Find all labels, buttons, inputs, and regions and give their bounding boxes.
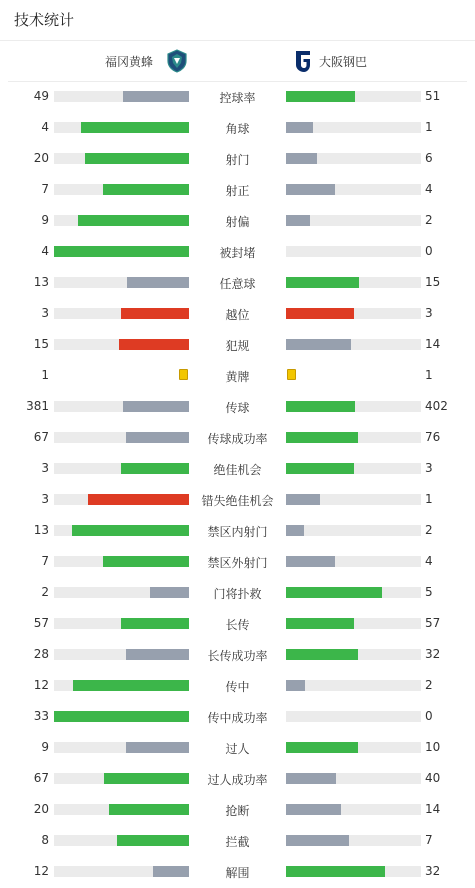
stat-row [0, 391, 475, 422]
away-bar-track [286, 773, 421, 784]
home-value: 4 [41, 244, 49, 258]
home-value: 67 [33, 771, 49, 785]
stat-label: 拦截 [225, 835, 250, 849]
stat-row [0, 701, 475, 732]
home-bar-fill [121, 308, 189, 319]
away-bar-fill [286, 401, 355, 412]
away-bar-track [286, 246, 421, 257]
away-bar-track [286, 339, 421, 350]
away-bar-track [286, 277, 421, 288]
stat-row [0, 794, 475, 825]
stats-list [0, 81, 475, 887]
away-value: 32 [425, 864, 441, 878]
home-bar-fill [153, 866, 189, 877]
stat-row [0, 546, 475, 577]
away-bar-track [286, 153, 421, 164]
away-bar-fill [286, 494, 320, 505]
away-value: 2 [425, 213, 433, 227]
stat-label: 传中 [225, 680, 250, 694]
away-bar-fill [286, 432, 358, 443]
away-value: 1 [425, 368, 433, 382]
stat-label: 传中成功率 [207, 711, 268, 725]
stat-row [0, 205, 475, 236]
home-value: 4 [41, 120, 49, 134]
home-bar-track [54, 587, 189, 598]
away-bar-fill [286, 339, 351, 350]
away-bar-fill [286, 804, 341, 815]
home-bar-track [54, 835, 189, 846]
home-value: 9 [41, 740, 49, 754]
away-bar-track [286, 494, 421, 505]
away-value: 10 [425, 740, 441, 754]
away-bar-track [286, 680, 421, 691]
stat-row [0, 81, 475, 112]
stat-row [0, 112, 475, 143]
home-bar-fill [103, 556, 189, 567]
away-value: 57 [425, 616, 441, 630]
home-bar-track [54, 184, 189, 195]
home-bar-track [54, 866, 189, 877]
away-value: 51 [425, 89, 441, 103]
away-value: 14 [425, 802, 441, 816]
home-bar-fill [54, 711, 189, 722]
away-value: 402 [425, 399, 448, 413]
away-bar-fill [286, 215, 310, 226]
away-bar-track [286, 804, 421, 815]
away-bar-track [286, 866, 421, 877]
away-bar-fill [286, 556, 335, 567]
stat-row [0, 856, 475, 887]
stat-label: 射正 [225, 184, 250, 198]
stat-label: 解围 [225, 866, 250, 880]
away-bar-track [286, 525, 421, 536]
home-value: 381 [26, 399, 49, 413]
home-bar-track [54, 277, 189, 288]
home-bar-fill [103, 184, 189, 195]
away-bar-fill [286, 835, 349, 846]
away-value: 3 [425, 461, 433, 475]
stat-label: 犯规 [225, 339, 250, 353]
home-value: 20 [33, 802, 49, 816]
home-value: 3 [41, 461, 49, 475]
home-value: 7 [41, 182, 49, 196]
home-bar-track [54, 494, 189, 505]
stat-row [0, 422, 475, 453]
home-bar-track [54, 432, 189, 443]
away-bar-fill [286, 463, 354, 474]
home-bar-track [54, 742, 189, 753]
away-value: 5 [425, 585, 433, 599]
home-bar-track [54, 401, 189, 412]
home-value: 12 [33, 678, 49, 692]
home-bar-track [54, 618, 189, 629]
stat-label: 过人成功率 [207, 773, 268, 787]
home-bar-fill [121, 463, 189, 474]
away-value: 76 [425, 430, 441, 444]
stat-row [0, 732, 475, 763]
header [0, 0, 475, 41]
away-bar-track [286, 587, 421, 598]
stat-label: 传球成功率 [207, 432, 268, 446]
home-bar-fill [117, 835, 189, 846]
home-value: 7 [41, 554, 49, 568]
stat-row [0, 174, 475, 205]
home-team-name[interactable]: 福冈黄蜂 [104, 55, 153, 69]
home-value: 13 [33, 275, 49, 289]
home-bar-track [54, 556, 189, 567]
home-bar-track [54, 215, 189, 226]
home-value: 12 [33, 864, 49, 878]
away-bar-fill [286, 277, 359, 288]
home-bar-fill [150, 587, 189, 598]
away-bar-fill [286, 866, 385, 877]
home-value: 8 [41, 833, 49, 847]
away-value: 2 [425, 678, 433, 692]
stat-label: 过人 [225, 742, 250, 756]
away-team-crest-icon[interactable] [292, 49, 314, 73]
away-yellow-card-icon [287, 369, 296, 380]
home-bar-fill [126, 742, 189, 753]
away-bar-track [286, 835, 421, 846]
stat-label: 长传成功率 [207, 649, 268, 663]
home-bar-fill [85, 153, 189, 164]
away-value: 4 [425, 182, 433, 196]
stat-label: 射门 [225, 153, 250, 167]
away-bar-fill [286, 649, 358, 660]
home-value: 2 [41, 585, 49, 599]
home-bar-track [54, 804, 189, 815]
stat-row [0, 298, 475, 329]
home-bar-fill [109, 804, 189, 815]
home-yellow-card-icon [179, 369, 188, 380]
away-bar-track [286, 618, 421, 629]
away-value: 15 [425, 275, 441, 289]
home-bar-fill [121, 618, 189, 629]
away-bar-fill [286, 525, 304, 536]
home-bar-fill [104, 773, 189, 784]
home-bar-fill [127, 277, 189, 288]
away-bar-track [286, 308, 421, 319]
stat-row [0, 267, 475, 298]
away-value: 40 [425, 771, 441, 785]
away-value: 6 [425, 151, 433, 165]
home-value: 20 [33, 151, 49, 165]
away-bar-fill [286, 153, 317, 164]
home-bar-track [54, 153, 189, 164]
home-value: 67 [33, 430, 49, 444]
stat-label: 抢断 [225, 804, 250, 818]
away-bar-fill [286, 773, 336, 784]
stat-row [0, 484, 475, 515]
stat-label: 错失绝佳机会 [201, 494, 274, 508]
away-value: 0 [425, 244, 433, 258]
stat-row [0, 360, 475, 391]
away-value: 32 [425, 647, 441, 661]
stat-label: 控球率 [219, 91, 256, 105]
stat-label: 越位 [225, 308, 250, 322]
stat-label: 射偏 [225, 215, 250, 229]
away-value: 14 [425, 337, 441, 351]
home-value: 49 [33, 89, 49, 103]
home-value: 57 [33, 616, 49, 630]
home-bar-fill [54, 246, 189, 257]
away-value: 1 [425, 120, 433, 134]
stat-label: 禁区内射门 [207, 525, 268, 539]
home-bar-track [54, 525, 189, 536]
away-value: 0 [425, 709, 433, 723]
stat-row [0, 639, 475, 670]
home-bar-fill [88, 494, 189, 505]
page-title: 技术统计 [14, 11, 75, 29]
stat-label: 任意球 [219, 277, 256, 291]
away-bar-track [286, 401, 421, 412]
home-bar-track [54, 649, 189, 660]
stat-row [0, 825, 475, 856]
stat-label: 长传 [225, 618, 250, 632]
home-bar-track [54, 246, 189, 257]
home-bar-fill [126, 649, 189, 660]
stat-label: 禁区外射门 [207, 556, 268, 570]
home-value: 3 [41, 492, 49, 506]
home-bar-fill [119, 339, 189, 350]
away-bar-fill [286, 680, 305, 691]
stat-label: 黄牌 [225, 370, 250, 384]
away-bar-track [286, 432, 421, 443]
home-value: 15 [33, 337, 49, 351]
stat-row [0, 763, 475, 794]
away-bar-track [286, 215, 421, 226]
home-bar-fill [123, 91, 189, 102]
away-bar-fill [286, 587, 382, 598]
home-bar-fill [81, 122, 189, 133]
away-bar-track [286, 184, 421, 195]
away-bar-track [286, 742, 421, 753]
home-value: 28 [33, 647, 49, 661]
home-bar-track [54, 91, 189, 102]
away-bar-track [286, 122, 421, 133]
stat-label: 传球 [225, 401, 250, 415]
home-bar-track [54, 122, 189, 133]
stat-row [0, 670, 475, 701]
away-bar-track [286, 649, 421, 660]
away-bar-fill [286, 91, 355, 102]
away-bar-track [286, 711, 421, 722]
home-bar-track [54, 308, 189, 319]
home-bar-fill [73, 680, 189, 691]
stat-row [0, 143, 475, 174]
home-bar-track [54, 463, 189, 474]
home-bar-fill [72, 525, 189, 536]
home-bar-fill [126, 432, 189, 443]
stat-label: 角球 [225, 122, 250, 136]
away-value: 1 [425, 492, 433, 506]
home-team-crest-icon[interactable] [166, 49, 188, 73]
stat-row [0, 453, 475, 484]
home-value: 3 [41, 306, 49, 320]
stat-row [0, 608, 475, 639]
home-value: 9 [41, 213, 49, 227]
away-bar-track [286, 91, 421, 102]
stat-label: 被封堵 [219, 246, 256, 260]
away-bar-track [286, 463, 421, 474]
home-value: 13 [33, 523, 49, 537]
away-value: 4 [425, 554, 433, 568]
away-bar-fill [286, 308, 354, 319]
home-bar-fill [78, 215, 189, 226]
away-bar-fill [286, 742, 358, 753]
home-bar-track [54, 680, 189, 691]
away-bar-fill [286, 122, 313, 133]
away-bar-fill [286, 618, 354, 629]
away-bar-track [286, 556, 421, 567]
teams-header [8, 41, 467, 82]
home-value: 33 [33, 709, 49, 723]
stat-row [0, 329, 475, 360]
stat-row [0, 515, 475, 546]
home-bar-track [54, 773, 189, 784]
home-bar-fill [123, 401, 189, 412]
away-value: 7 [425, 833, 433, 847]
stat-row [0, 236, 475, 267]
home-bar-track [54, 339, 189, 350]
stat-row [0, 577, 475, 608]
away-value: 2 [425, 523, 433, 537]
stat-label: 门将扑救 [213, 587, 262, 601]
away-team-name[interactable]: 大阪钢巴 [319, 55, 368, 69]
away-value: 3 [425, 306, 433, 320]
stat-label: 绝佳机会 [213, 463, 262, 477]
home-value: 1 [41, 368, 49, 382]
away-bar-fill [286, 184, 335, 195]
home-bar-track [54, 711, 189, 722]
